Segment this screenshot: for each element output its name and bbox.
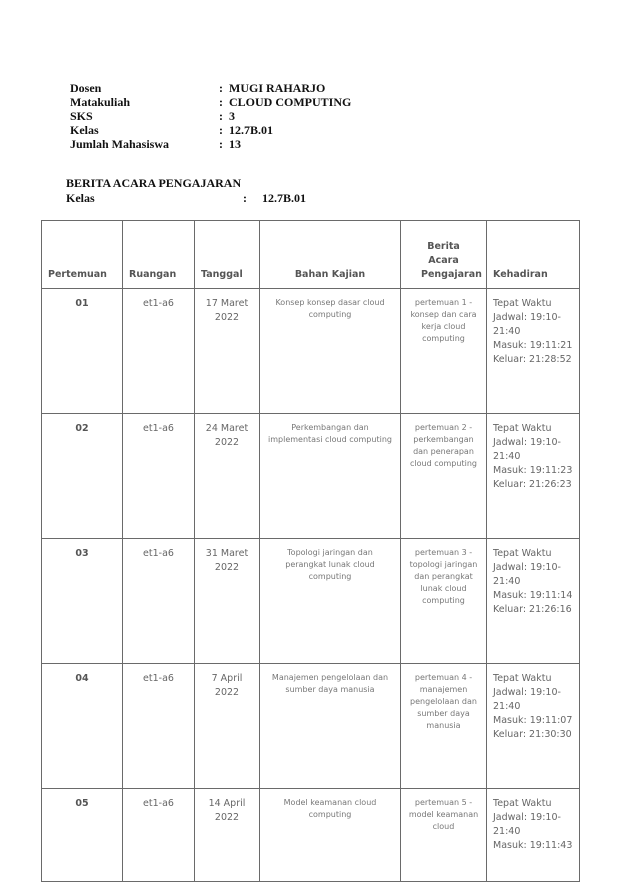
kehadiran-jadwal: Jadwal: 19:10-21:40 (493, 687, 561, 712)
cell-ruangan: et1-a6 (123, 789, 195, 882)
cell-kehadiran (487, 414, 580, 539)
cell-ruangan: et1-a6 (123, 289, 195, 414)
cell-pertemuan: 02 (42, 414, 123, 539)
kehadiran-masuk: Masuk: 19:11:07 (493, 715, 573, 726)
cell-berita-acara: pertemuan 5 - model keamanan cloud (401, 789, 487, 882)
cell-kehadiran (487, 289, 580, 414)
table-row (42, 289, 580, 414)
cell-pertemuan: 05 (42, 789, 123, 882)
kehadiran-status: Tepat Waktu (493, 548, 552, 559)
cell-kehadiran (487, 789, 580, 882)
header-kehadiran: Kehadiran (487, 221, 580, 289)
cell-berita-acara: pertemuan 2 - perkembangan dan penerapan cloud computing (401, 414, 487, 539)
kehadiran-jadwal: Jadwal: 19:10-21:40 (493, 812, 561, 837)
report-title-block (66, 176, 306, 206)
cell-berita-acara: pertemuan 3 - topologi jaringan dan perangkat lunak cloud computing (401, 539, 487, 664)
class-row (66, 191, 306, 206)
cell-tanggal: 24 Maret 2022 (195, 414, 260, 539)
table-row (42, 414, 580, 539)
info-value: 13 (229, 137, 241, 151)
cell-pertemuan: 03 (42, 539, 123, 664)
attendance-table (41, 220, 580, 882)
kehadiran-jadwal: Jadwal: 19:10-21:40 (493, 562, 561, 587)
cell-tanggal: 17 Maret 2022 (195, 289, 260, 414)
lecturer-info (70, 81, 351, 151)
kehadiran-status: Tepat Waktu (493, 673, 552, 684)
cell-bahan-kajian: Model keamanan cloud computing (260, 789, 401, 882)
cell-bahan-kajian: Perkembangan dan implementasi cloud computing (260, 414, 401, 539)
kehadiran-keluar: Keluar: 21:26:23 (493, 479, 572, 490)
kehadiran-keluar: Keluar: 21:30:30 (493, 729, 572, 740)
kehadiran-keluar: Keluar: 21:26:16 (493, 604, 572, 615)
info-label: Kelas (70, 123, 99, 137)
info-value: 12.7B.01 (229, 123, 274, 137)
info-separator: : (219, 123, 223, 137)
table-row (42, 789, 580, 882)
header-pertemuan: Pertemuan (42, 221, 123, 289)
cell-berita-acara: pertemuan 4 - manajemen pengelolaan dan sumber daya manusia (401, 664, 487, 789)
info-row-dosen (70, 81, 351, 95)
cell-tanggal: 14 April 2022 (195, 789, 260, 882)
cell-kehadiran (487, 539, 580, 664)
kehadiran-masuk: Masuk: 19:11:21 (493, 340, 573, 351)
report-title: BERITA ACARA PENGAJARAN (66, 176, 242, 190)
table-row (42, 664, 580, 789)
header-ruangan: Ruangan (123, 221, 195, 289)
info-label: Matakuliah (70, 95, 131, 109)
header-bahan-kajian: Bahan Kajian (260, 221, 401, 289)
class-separator: : (243, 191, 247, 205)
info-separator: : (219, 137, 223, 151)
info-row-kelas (70, 123, 351, 137)
class-value: 12.7B.01 (262, 191, 307, 205)
info-separator: : (219, 81, 223, 95)
table-row (42, 539, 580, 664)
class-label: Kelas (66, 191, 95, 205)
kehadiran-status: Tepat Waktu (493, 423, 552, 434)
info-value: 3 (229, 109, 235, 123)
cell-bahan-kajian: Manajemen pengelolaan dan sumber daya manusia (260, 664, 401, 789)
info-value: MUGI RAHARJO (229, 81, 326, 95)
kehadiran-masuk: Masuk: 19:11:23 (493, 465, 573, 476)
cell-bahan-kajian: Konsep konsep dasar cloud computing (260, 289, 401, 414)
info-label: Jumlah Mahasiswa (70, 137, 170, 151)
info-row-matakuliah (70, 95, 351, 109)
cell-pertemuan: 04 (42, 664, 123, 789)
kehadiran-status: Tepat Waktu (493, 298, 552, 309)
info-separator: : (219, 95, 223, 109)
info-row-sks (70, 109, 351, 123)
cell-ruangan: et1-a6 (123, 664, 195, 789)
cell-ruangan: et1-a6 (123, 414, 195, 539)
info-value: CLOUD COMPUTING (229, 95, 352, 109)
kehadiran-jadwal: Jadwal: 19:10-21:40 (493, 437, 561, 462)
cell-kehadiran (487, 664, 580, 789)
kehadiran-jadwal: Jadwal: 19:10-21:40 (493, 312, 561, 337)
info-label: Dosen (70, 81, 102, 95)
cell-berita-acara: pertemuan 1 - konsep dan cara kerja cloud computing (401, 289, 487, 414)
cell-pertemuan: 01 (42, 289, 123, 414)
header-tanggal: Tanggal (195, 221, 260, 289)
cell-ruangan: et1-a6 (123, 539, 195, 664)
info-row-jumlah-mahasiswa (70, 137, 351, 151)
info-separator: : (219, 109, 223, 123)
table-header-row (42, 221, 580, 289)
kehadiran-masuk: Masuk: 19:11:43 (493, 840, 573, 851)
cell-tanggal: 31 Maret 2022 (195, 539, 260, 664)
kehadiran-masuk: Masuk: 19:11:14 (493, 590, 573, 601)
cell-tanggal: 7 April 2022 (195, 664, 260, 789)
info-label: SKS (70, 109, 93, 123)
cell-bahan-kajian: Topologi jaringan dan perangkat lunak cloud computing (260, 539, 401, 664)
kehadiran-keluar: Keluar: 21:28:52 (493, 354, 572, 365)
kehadiran-status: Tepat Waktu (493, 798, 552, 809)
header-berita-acara: Berita Acara Pengajaran (401, 221, 487, 289)
